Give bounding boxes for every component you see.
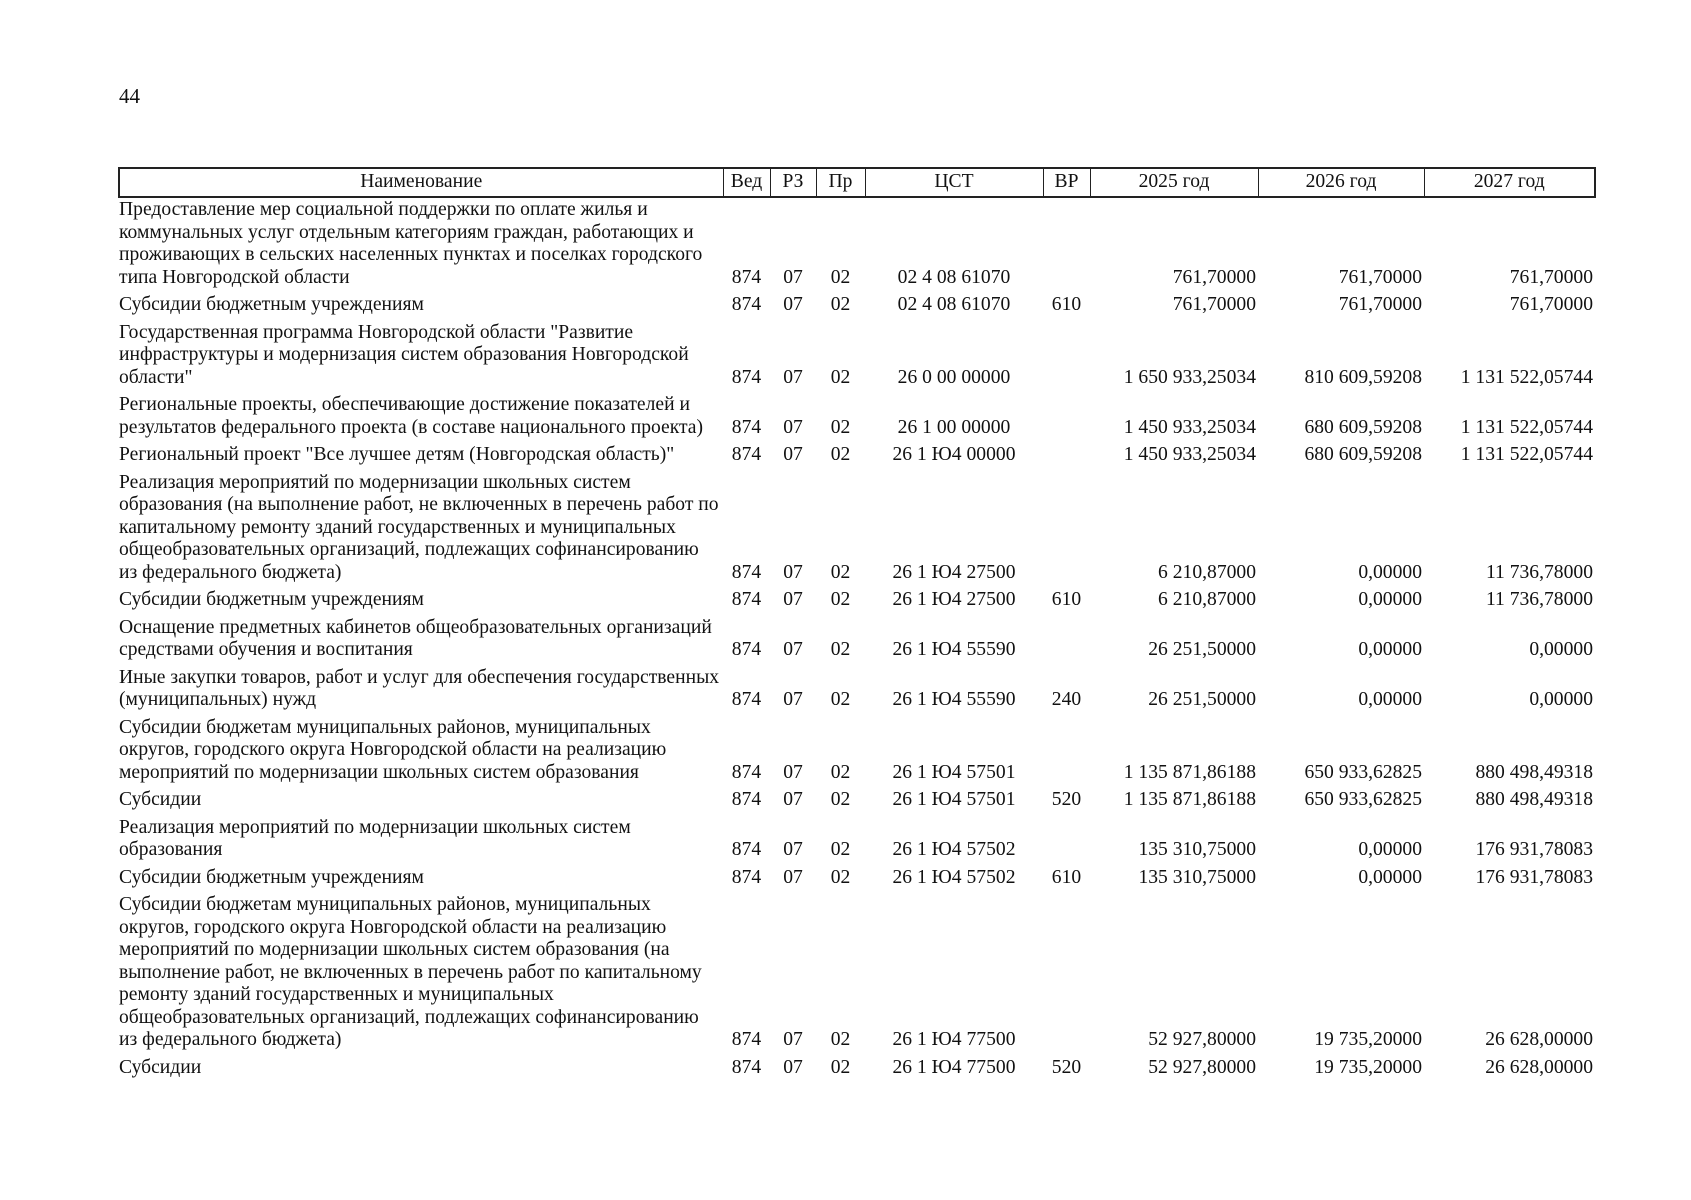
cell-2025: 52 927,80000 — [1148, 1029, 1256, 1050]
cell-2026: 761,70000 — [1338, 294, 1422, 315]
cell-vr — [1043, 716, 1090, 789]
cell-2026: 0,00000 — [1358, 639, 1422, 660]
cell-2026: 19 735,20000 — [1314, 1029, 1422, 1050]
cell-vr: 610 — [1051, 294, 1082, 315]
table-header — [119, 168, 1595, 197]
cell-2026: 0,00000 — [1358, 561, 1422, 583]
cell-rz: 07 — [783, 561, 803, 583]
cell-vr — [1043, 816, 1090, 866]
table-row — [119, 666, 1595, 716]
cell-2025: 761,70000 — [1172, 294, 1256, 315]
cell-rz: 07 — [783, 839, 803, 860]
cell-2027: 1 131 522,05744 — [1460, 366, 1593, 388]
cell-vr: 520 — [1051, 789, 1082, 810]
cell-2027: 26 628,00000 — [1485, 1029, 1593, 1050]
cell-2026: 0,00000 — [1358, 839, 1422, 860]
table-row — [119, 588, 1595, 616]
cell-2026: 761,70000 — [1338, 266, 1422, 288]
table-row — [119, 616, 1595, 666]
cell-name: Реализация мероприятий по модернизации школьных систем образования (на выполнение работ, не включенных в перечень работ по капитальному ремонту зданий государственных и муниципальных общеобразовательных организаций, подлежащих софинансированию из федерального бюджета) — [119, 471, 719, 583]
cell-2027: 26 628,00000 — [1485, 1056, 1593, 1078]
cell-pr: 02 — [830, 294, 851, 315]
cell-pr: 02 — [830, 761, 851, 783]
cell-rz: 07 — [783, 416, 803, 438]
cell-ved: 874 — [731, 366, 762, 388]
cell-cst: 26 1 Ю4 27500 — [892, 589, 1016, 610]
cell-pr: 02 — [830, 561, 851, 583]
cell-name: Субсидии бюджетным учреждениям — [119, 866, 424, 888]
table-header-row — [119, 168, 1595, 197]
cell-2026: 810 609,59208 — [1304, 366, 1422, 388]
cell-cst: 02 4 08 61070 — [897, 266, 1011, 288]
cell-name: Предоставление мер социальной поддержки по оплате жилья и коммунальных услуг отдельным категориям граждан, работающих и проживающих в сельских населенных пунктах и поселках городского типа Новгородской области — [119, 199, 703, 288]
cell-rz: 07 — [783, 689, 803, 710]
header-2027: 2027 год — [1424, 168, 1595, 197]
cell-pr: 02 — [830, 1029, 851, 1050]
cell-ved: 874 — [731, 444, 762, 465]
cell-name: Региональный проект "Все лучшее детям (Новгородская область)" — [119, 444, 675, 465]
cell-rz: 07 — [783, 1029, 803, 1050]
cell-2027: 1 131 522,05744 — [1460, 416, 1593, 438]
cell-cst: 26 1 Ю4 00000 — [892, 444, 1016, 465]
cell-name: Реализация мероприятий по модернизации школьных систем образования — [119, 816, 631, 860]
cell-2025: 1 650 933,25034 — [1123, 366, 1256, 388]
cell-cst: 26 1 Ю4 55590 — [892, 689, 1016, 710]
cell-pr: 02 — [830, 639, 851, 660]
cell-vr — [1043, 393, 1090, 443]
table-row — [119, 393, 1595, 443]
table-row — [119, 893, 1595, 1056]
page-number: 44 — [119, 84, 140, 108]
cell-cst: 26 1 00 00000 — [897, 416, 1011, 438]
cell-2025: 1 135 871,86188 — [1123, 761, 1256, 783]
cell-2027: 176 931,78083 — [1475, 839, 1593, 860]
table-row — [119, 471, 1595, 589]
header-name: Наименование — [119, 168, 723, 197]
cell-cst: 26 1 Ю4 57501 — [892, 789, 1016, 810]
cell-pr: 02 — [830, 589, 851, 610]
cell-ved: 874 — [731, 839, 762, 860]
cell-vr: 240 — [1051, 689, 1082, 710]
cell-2026: 19 735,20000 — [1314, 1056, 1422, 1078]
table-row — [119, 197, 1595, 293]
cell-2026: 650 933,62825 — [1304, 761, 1422, 783]
cell-pr: 02 — [830, 416, 851, 438]
table-row — [119, 716, 1595, 789]
cell-2026: 0,00000 — [1358, 866, 1422, 888]
cell-vr — [1043, 893, 1090, 1056]
cell-ved: 874 — [731, 589, 762, 610]
cell-2025: 761,70000 — [1172, 266, 1256, 288]
cell-pr: 02 — [830, 1056, 851, 1078]
cell-2026: 680 609,59208 — [1304, 416, 1422, 438]
cell-2027: 761,70000 — [1509, 294, 1593, 315]
cell-2027: 1 131 522,05744 — [1460, 444, 1593, 465]
cell-pr: 02 — [830, 266, 851, 288]
cell-2025: 135 310,75000 — [1138, 866, 1256, 888]
cell-rz: 07 — [783, 789, 803, 810]
cell-cst: 26 1 Ю4 27500 — [892, 561, 1016, 583]
cell-2027: 0,00000 — [1529, 689, 1593, 710]
cell-2026: 650 933,62825 — [1304, 789, 1422, 810]
cell-pr: 02 — [830, 789, 851, 810]
cell-ved: 874 — [731, 294, 762, 315]
cell-cst: 26 1 Ю4 55590 — [892, 639, 1016, 660]
cell-2025: 26 251,50000 — [1148, 689, 1256, 710]
header-cst: ЦСТ — [865, 168, 1043, 197]
cell-pr: 02 — [830, 444, 851, 465]
cell-2025: 135 310,75000 — [1138, 839, 1256, 860]
cell-ved: 874 — [731, 416, 762, 438]
table-row — [119, 866, 1595, 894]
cell-name: Субсидии бюджетным учреждениям — [119, 294, 424, 315]
cell-2025: 1 450 933,25034 — [1123, 444, 1256, 465]
cell-rz: 07 — [783, 589, 803, 610]
cell-rz: 07 — [783, 266, 803, 288]
cell-2026: 680 609,59208 — [1304, 444, 1422, 465]
cell-vr: 610 — [1051, 866, 1082, 888]
cell-vr: 610 — [1051, 589, 1082, 610]
cell-vr — [1043, 471, 1090, 589]
cell-vr — [1043, 197, 1090, 293]
cell-2027: 761,70000 — [1509, 266, 1593, 288]
cell-2027: 11 736,78000 — [1485, 589, 1593, 610]
cell-vr: 520 — [1051, 1056, 1082, 1078]
cell-2027: 0,00000 — [1529, 639, 1593, 660]
cell-name: Субсидии бюджетам муниципальных районов, муниципальных округов, городского округа Новгородской области на реализацию мероприятий по модернизации школьных систем образования (на выполнение работ, не включенных в перечень работ по капитальному ремонту зданий государственных и муниципальных общеобразовательных организаций, подлежащих софинансированию из федерального бюджета) — [119, 894, 702, 1050]
cell-ved: 874 — [731, 266, 762, 288]
cell-name: Региональные проекты, обеспечивающие достижение показателей и результатов федерального проекта (в составе национального проекта) — [119, 394, 704, 438]
cell-ved: 874 — [731, 866, 762, 888]
cell-rz: 07 — [783, 1056, 803, 1078]
cell-2027: 880 498,49318 — [1475, 789, 1593, 810]
cell-cst: 26 1 Ю4 57502 — [892, 839, 1016, 860]
cell-cst: 02 4 08 61070 — [897, 294, 1011, 315]
cell-cst: 26 1 Ю4 57502 — [892, 866, 1016, 888]
cell-ved: 874 — [731, 1029, 762, 1050]
cell-cst: 26 0 00 00000 — [897, 366, 1011, 388]
cell-pr: 02 — [830, 689, 851, 710]
cell-rz: 07 — [783, 866, 803, 888]
table-row — [119, 443, 1595, 471]
cell-pr: 02 — [830, 839, 851, 860]
cell-ved: 874 — [731, 761, 762, 783]
cell-ved: 874 — [731, 1056, 762, 1078]
cell-name: Субсидии бюджетным учреждениям — [119, 589, 424, 610]
cell-2027: 11 736,78000 — [1485, 561, 1593, 583]
cell-2025: 26 251,50000 — [1148, 639, 1256, 660]
cell-name: Субсидии — [119, 1056, 202, 1078]
cell-name: Оснащение предметных кабинетов общеобразовательных организаций средствами обучения и воспитания — [119, 616, 712, 660]
cell-pr: 02 — [830, 866, 851, 888]
table-row — [119, 788, 1595, 816]
cell-2025: 52 927,80000 — [1148, 1056, 1256, 1078]
budget-table — [118, 167, 1596, 1083]
cell-2027: 176 931,78083 — [1475, 866, 1593, 888]
cell-2025: 1 135 871,86188 — [1123, 789, 1256, 810]
cell-2025: 1 450 933,25034 — [1123, 416, 1256, 438]
cell-name: Государственная программа Новгородской области "Развитие инфраструктуры и модернизация систем образования Новгородской области" — [119, 321, 689, 388]
cell-2027: 880 498,49318 — [1475, 761, 1593, 783]
cell-2025: 6 210,87000 — [1158, 561, 1256, 583]
cell-rz: 07 — [783, 294, 803, 315]
cell-pr: 02 — [830, 366, 851, 388]
cell-2026: 0,00000 — [1358, 589, 1422, 610]
cell-rz: 07 — [783, 366, 803, 388]
table-row — [119, 816, 1595, 866]
cell-ved: 874 — [731, 689, 762, 710]
cell-name: Субсидии — [119, 789, 202, 810]
cell-rz: 07 — [783, 761, 803, 783]
cell-cst: 26 1 Ю4 77500 — [892, 1056, 1016, 1078]
table-row — [119, 1056, 1595, 1084]
cell-ved: 874 — [731, 789, 762, 810]
header-vr: ВР — [1043, 168, 1090, 197]
table-row — [119, 293, 1595, 321]
cell-name: Субсидии бюджетам муниципальных районов, муниципальных округов, городского округа Новгородской области на реализацию мероприятий по модернизации школьных систем образования — [119, 716, 667, 783]
cell-vr — [1043, 616, 1090, 666]
cell-ved: 874 — [731, 561, 762, 583]
cell-cst: 26 1 Ю4 57501 — [892, 761, 1016, 783]
cell-rz: 07 — [783, 639, 803, 660]
cell-vr — [1043, 321, 1090, 394]
cell-vr — [1043, 443, 1090, 471]
header-ved: Вед — [723, 168, 770, 197]
header-2025: 2025 год — [1090, 168, 1258, 197]
header-pr: Пр — [816, 168, 865, 197]
cell-name: Иные закупки товаров, работ и услуг для обеспечения государственных (муниципальных) нужд — [119, 666, 720, 710]
header-2026: 2026 год — [1258, 168, 1424, 197]
cell-2026: 0,00000 — [1358, 689, 1422, 710]
table-body — [119, 197, 1595, 1083]
header-rz: РЗ — [770, 168, 816, 197]
cell-ved: 874 — [731, 639, 762, 660]
cell-cst: 26 1 Ю4 77500 — [892, 1029, 1016, 1050]
table-row — [119, 321, 1595, 394]
cell-rz: 07 — [783, 444, 803, 465]
cell-2025: 6 210,87000 — [1158, 589, 1256, 610]
